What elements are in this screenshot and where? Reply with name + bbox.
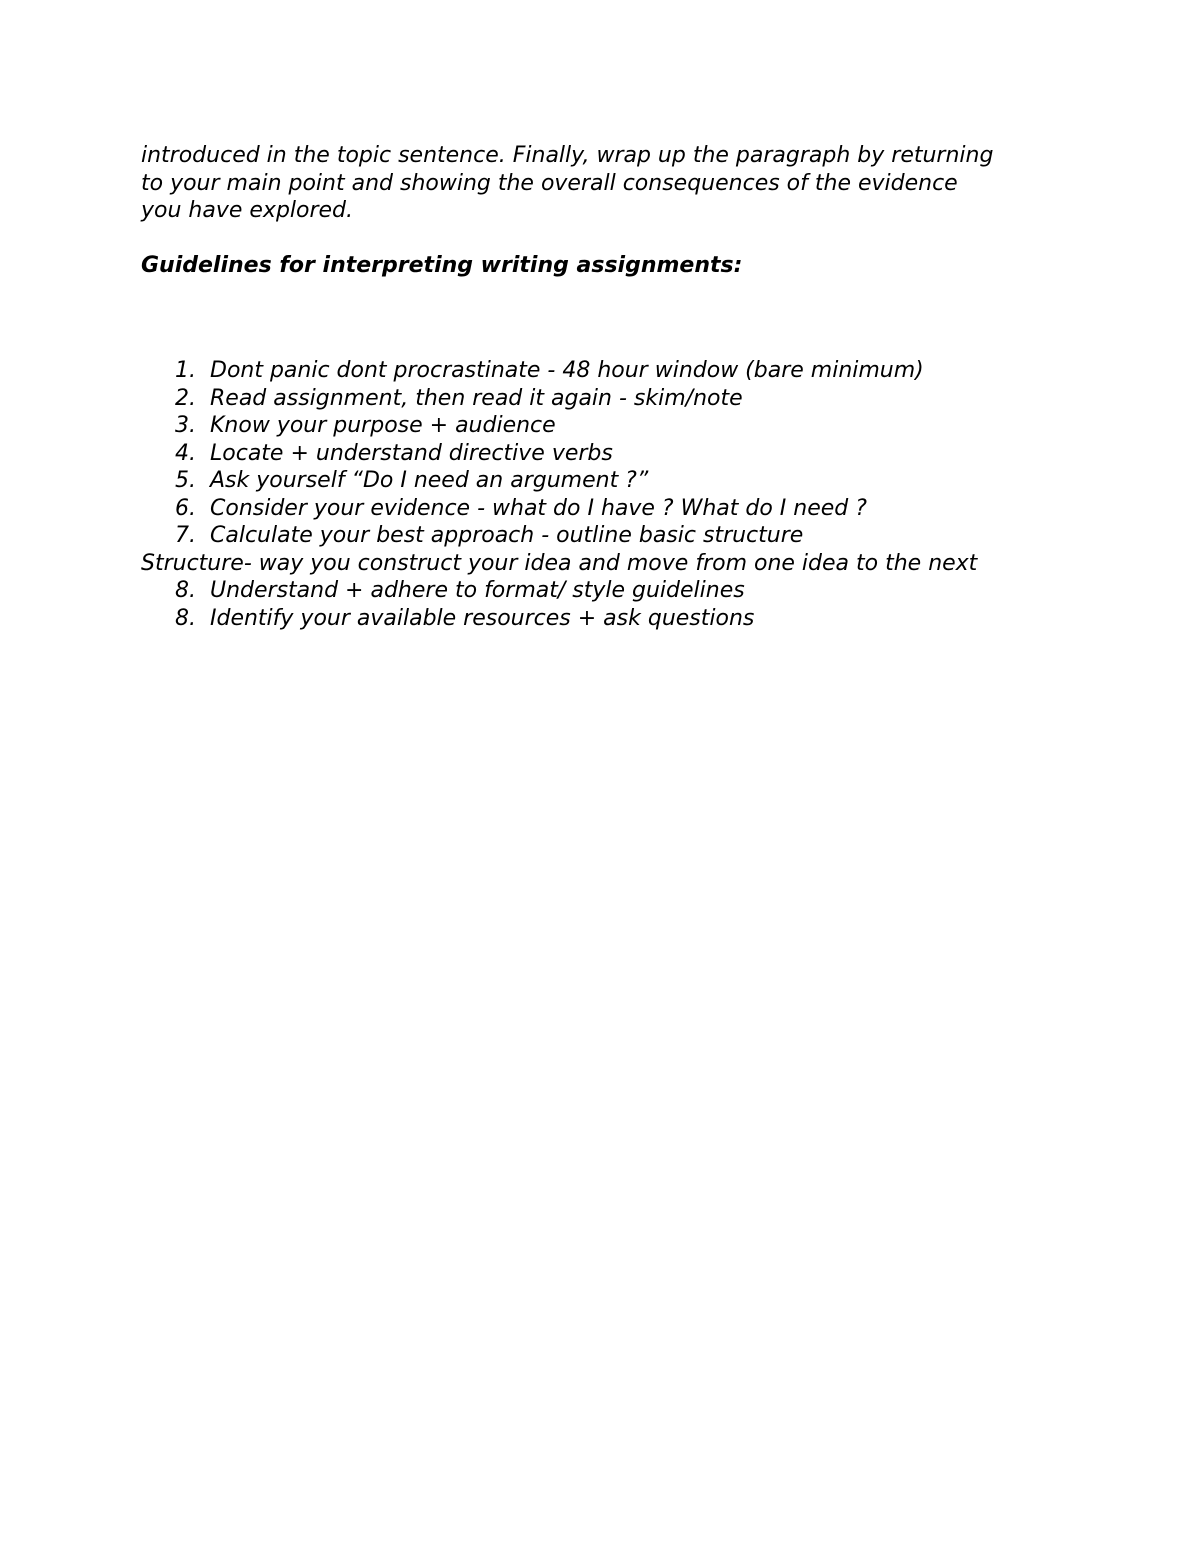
list-number: 1. [175, 358, 196, 383]
list-item-text: Locate + understand directive verbs [210, 440, 613, 466]
list-item [141, 412, 1141, 440]
list-number: 8. [175, 578, 196, 603]
list-number: 5. [175, 468, 196, 493]
list-item [141, 357, 1141, 385]
structure-note [141, 550, 1141, 578]
list-item-text: Know your purpose + audience [210, 413, 556, 438]
list-item-text: Calculate your best approach - outline basic structure [210, 523, 804, 548]
list-item [141, 440, 1141, 468]
structure-note-text: Structure- way you construct your idea and move from one idea to the next [141, 550, 978, 576]
list-item [141, 522, 1141, 550]
section-heading: Guidelines for interpreting writing assignments: [141, 253, 743, 278]
list-number: 2. [175, 385, 196, 411]
intro-paragraph [141, 142, 1071, 225]
guidelines-list [141, 357, 1141, 632]
list-item-text: Identify your available resources + ask questions [210, 605, 755, 631]
list-item [141, 577, 1141, 605]
paragraph-line: introduced in the topic sentence. Finally, wrap up the paragraph by returning [141, 143, 994, 168]
list-number: 6. [175, 495, 196, 521]
list-item [141, 495, 1141, 523]
list-item-text: Understand + adhere to format/ style guidelines [210, 578, 745, 603]
list-item-text: Read assignment, then read it again - skim/note [210, 385, 743, 411]
list-number: 3. [175, 413, 196, 438]
list-number: 8. [175, 605, 196, 631]
list-item-text: Dont panic dont procrastinate - 48 hour window (bare minimum) [210, 358, 924, 383]
paragraph-line: you have explored. [141, 198, 354, 223]
list-item [141, 467, 1141, 495]
list-number: 7. [175, 523, 196, 548]
list-item-text: Consider your evidence - what do I have ? What do I need ? [210, 495, 867, 521]
list-number: 4. [175, 440, 196, 466]
paragraph-line: to your main point and showing the overall consequences of the evidence [141, 170, 958, 196]
list-item-text: Ask yourself “Do I need an argument ?” [210, 468, 649, 493]
list-item [141, 385, 1141, 413]
list-item [141, 605, 1141, 633]
